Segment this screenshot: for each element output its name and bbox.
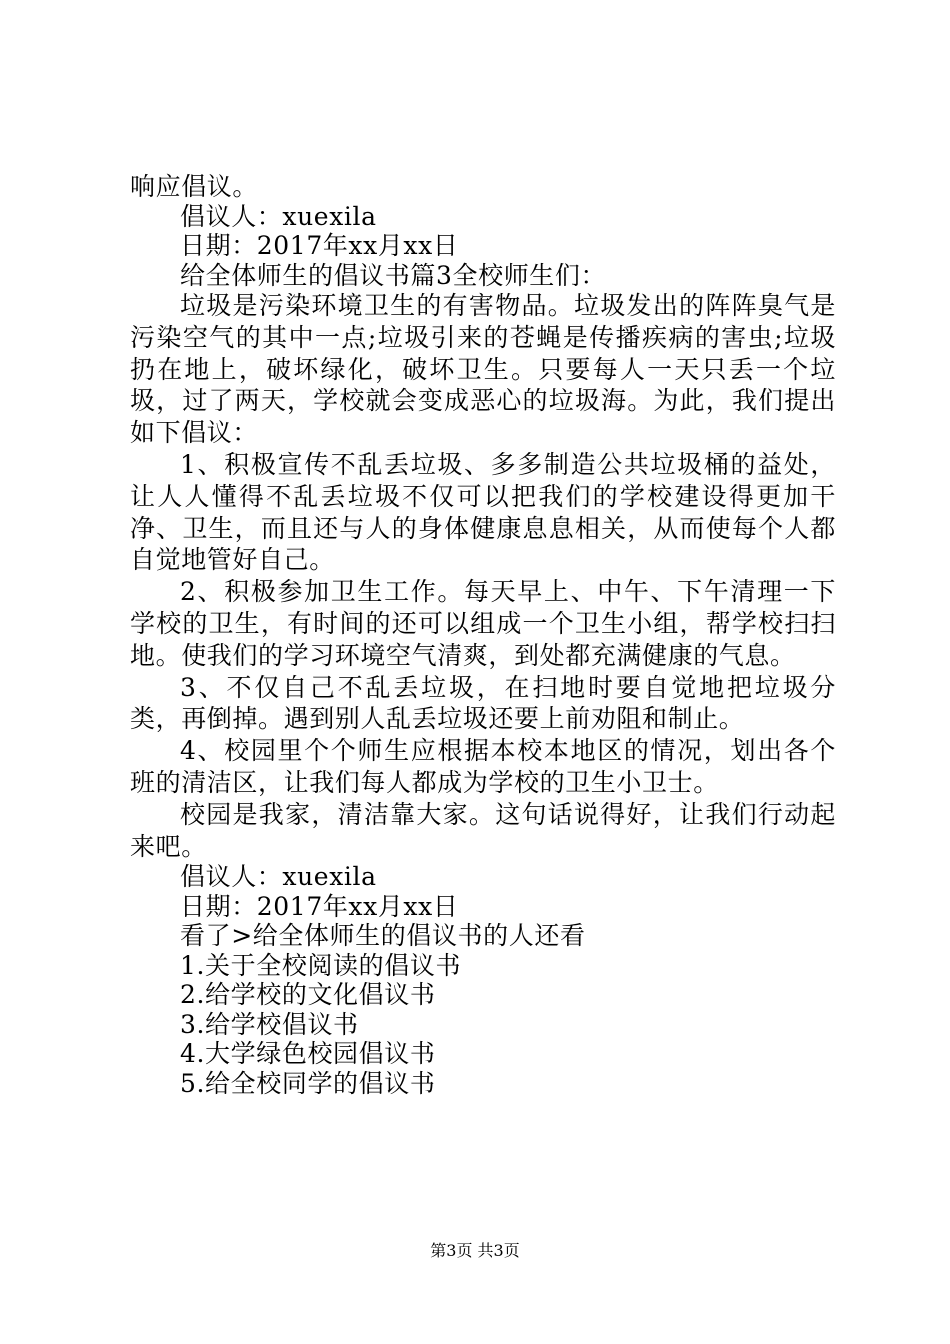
paragraph: 1、积极宣传不乱丢垃圾、多多制造公共垃圾桶的益处，让人人懂得不乱丢垃圾不仅可以把我们的学校建设得更加干净、卫生，而且还与人的身体健康息息相关，从而使每个人都自觉地管好自己。 xyxy=(130,449,836,575)
related-link[interactable]: 1.关于全校阅读的倡议书 xyxy=(180,950,462,980)
text-line: 响应倡议。 xyxy=(130,172,259,201)
proposer-line: 倡议人：xuexila xyxy=(180,201,377,231)
related-link[interactable]: 2.给学校的文化倡议书 xyxy=(180,980,436,1010)
date-line: 日期：2017年xx月xx日 xyxy=(180,891,459,921)
section-heading: 给全体师生的倡议书篇3全校师生们： xyxy=(180,260,607,290)
proposer-line: 倡议人：xuexila xyxy=(180,862,377,892)
related-link[interactable]: 4.大学绿色校园倡议书 xyxy=(180,1039,436,1069)
paragraph: 2、积极参加卫生工作。每天早上、中午、下午清理一下学校的卫生，有时间的还可以组成一个卫生小组，帮学校扫扫地。使我们的学习环境空气清爽，到处都充满健康的气息。 xyxy=(130,577,836,670)
paragraph: 校园是我家，清洁靠大家。这句话说得好，让我们行动起来吧。 xyxy=(130,799,836,861)
related-link[interactable]: 5.给全校同学的倡议书 xyxy=(180,1068,436,1098)
document-body xyxy=(130,172,836,1098)
related-heading: 看了>给全体师生的倡议书的人还看 xyxy=(180,921,586,951)
date-line: 日期：2017年xx月xx日 xyxy=(180,231,459,260)
paragraph: 4、校园里个个师生应根据本校本地区的情况，划出各个班的清洁区，让我们每人都成为学校的卫生小卫士。 xyxy=(130,736,836,797)
paragraph: 3、不仅自己不乱丢垃圾，在扫地时要自觉地把垃圾分类，再倒掉。遇到别人乱丢垃圾还要上前劝阻和制止。 xyxy=(130,672,836,734)
page-footer: 第3页 共3页 xyxy=(430,1241,520,1260)
related-link[interactable]: 3.给学校倡议书 xyxy=(180,1009,359,1039)
paragraph: 垃圾是污染环境卫生的有害物品。垃圾发出的阵阵臭气是污染空气的其中一点;垃圾引来的苍蝇是传播疾病的害虫;垃圾扔在地上，破坏绿化，破坏卫生。只要每人一天只丢一个垃圾，过了两天，学校就会变成恶心的垃圾海。为此，我们提出如下倡议： xyxy=(130,291,836,448)
